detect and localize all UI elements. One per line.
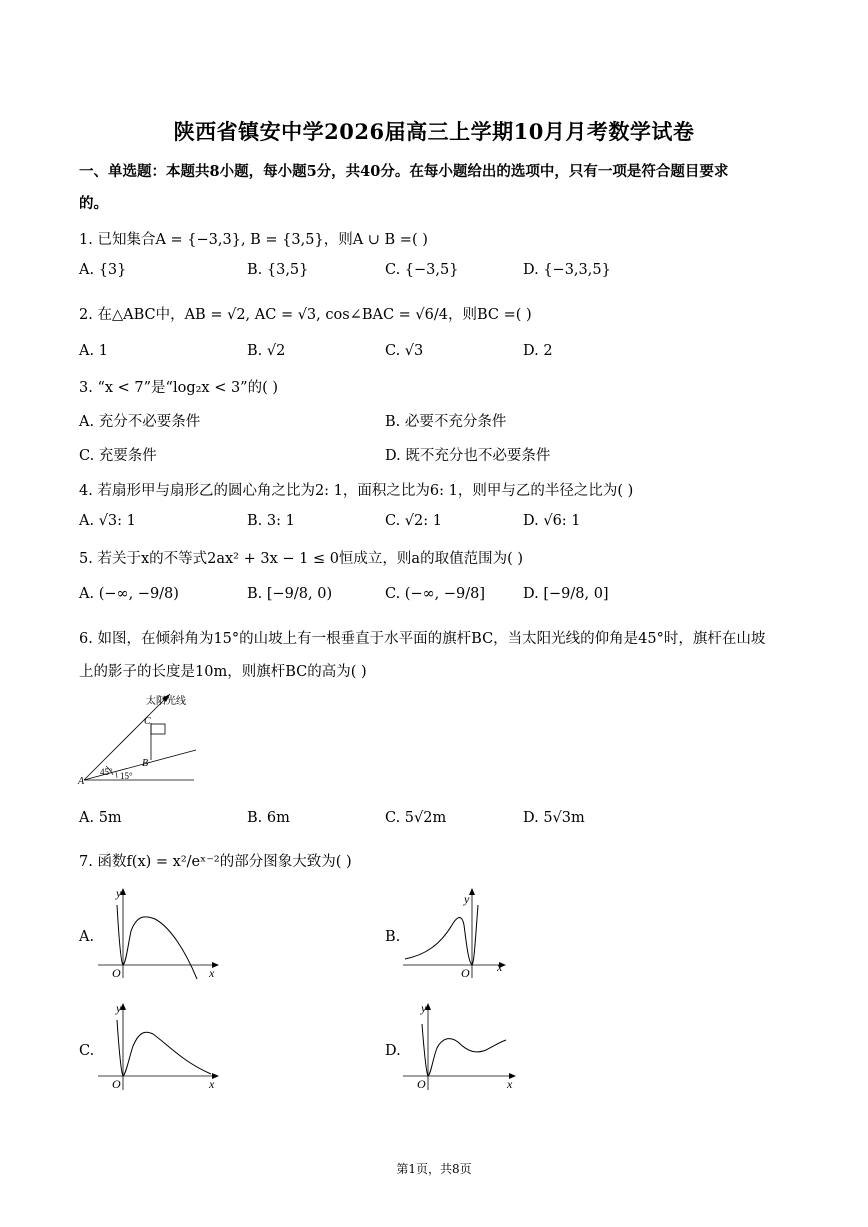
q7-graph-d (400, 1000, 522, 1095)
q1-option-d: D. {−3,3,5} (523, 262, 611, 278)
q7-graph-c-label: C. (79, 1043, 95, 1059)
question-6-cont: 上的影子的长度是10m，则旗杆BC的高为( ) (79, 664, 367, 680)
q5-option-c: C. (−∞, −9/8] (385, 586, 486, 602)
graph-d-origin-label: O (417, 1077, 426, 1091)
q2-option-b: B. √2 (247, 343, 286, 359)
question-6: 6. 如图，在倾斜角为15°的山坡上有一根垂直于水平面的旗杆BC，当太阳光线的仰角是45°时，旗杆在山坡 (79, 631, 766, 647)
angle-45-label: 45° (100, 767, 113, 777)
graph-b-origin-label: O (461, 966, 470, 980)
point-b-label: B (142, 758, 149, 769)
q7-graph-b (400, 885, 512, 980)
q5-option-d: D. [−9/8, 0] (523, 586, 609, 602)
graph-c-y-label: y (116, 1001, 122, 1015)
question-5: 5. 若关于x的不等式2ax² + 3x − 1 ≤ 0恒成立，则a的取值范围为( ) (79, 551, 524, 567)
graph-c-x-label: x (209, 1077, 215, 1091)
q6-option-c: C. 5√2m (385, 810, 447, 826)
q3-option-a: A. 充分不必要条件 (79, 414, 201, 430)
q7-graph-c (95, 1000, 225, 1095)
page-footer: 第1页，共8页 (396, 1162, 472, 1176)
q2-option-c: C. √3 (385, 343, 424, 359)
question-4: 4. 若扇形甲与扇形乙的圆心角之比为2: 1，面积之比为6: 1，则甲与乙的半径之比为( ) (79, 483, 634, 499)
graph-a-origin-label: O (112, 966, 121, 980)
q1-option-a: A. {3} (79, 262, 127, 278)
graph-b-y-label: y (464, 892, 470, 906)
q7-graph-a-label: A. (79, 929, 95, 945)
q6-option-d: D. 5√3m (523, 810, 585, 826)
q7-graph-a (95, 885, 225, 980)
graph-d-x-label: x (507, 1077, 513, 1091)
sun-label: 太阳光线 (146, 696, 186, 707)
q6-option-a: A. 5m (79, 810, 122, 826)
graph-a-x-label: x (209, 966, 215, 980)
q1-option-b: B. {3,5} (247, 262, 309, 278)
q2-option-a: A. 1 (79, 343, 108, 359)
q7-graph-d-label: D. (385, 1043, 401, 1059)
point-c-label: C (144, 716, 151, 727)
question-3: 3. “x < 7”是“log₂x < 3”的( ) (79, 380, 279, 396)
graph-d-y-label: y (421, 1001, 427, 1015)
q5-option-a: A. (−∞, −9/8) (79, 586, 179, 602)
section-heading: 一、单选题：本题共8小题，每小题5分，共40分。在每小题给出的选项中，只有一项是符合题目要求 (79, 163, 729, 180)
q4-option-a: A. √3: 1 (79, 513, 136, 529)
q4-option-b: B. 3: 1 (247, 513, 295, 529)
q4-option-c: C. √2: 1 (385, 513, 442, 529)
question-2: 2. 在△ABC中，AB = √2, AC = √3, cos∠BAC = √6/4，则BC =( ) (79, 307, 532, 323)
graph-a-y-label: y (116, 886, 122, 900)
q1-option-c: C. {−3,5} (385, 262, 459, 278)
q5-option-b: B. [−9/8, 0) (247, 586, 333, 602)
section-heading-cont: 的。 (79, 195, 108, 212)
question-7: 7. 函数f(x) = x²/eˣ⁻²的部分图象大致为( ) (79, 854, 352, 870)
point-a-label: A (78, 776, 85, 787)
q2-option-d: D. 2 (523, 343, 553, 359)
angle-15-label: 15° (120, 771, 133, 781)
q7-graph-b-label: B. (385, 929, 401, 945)
graph-c-origin-label: O (112, 1077, 121, 1091)
q3-option-d: D. 既不充分也不必要条件 (385, 448, 551, 464)
q3-option-c: C. 充要条件 (79, 448, 157, 464)
page-title: 陕西省镇安中学2026届高三上学期10月月考数学试卷 (173, 119, 695, 144)
question-1: 1. 已知集合A = {−3,3}, B = {3,5}，则A ∪ B =( ) (79, 232, 428, 248)
q6-option-b: B. 6m (247, 810, 290, 826)
graph-b-x-label: x (497, 960, 503, 974)
q4-option-d: D. √6: 1 (523, 513, 581, 529)
flagpole-figure (76, 690, 206, 790)
q3-option-b: B. 必要不充分条件 (385, 414, 507, 430)
